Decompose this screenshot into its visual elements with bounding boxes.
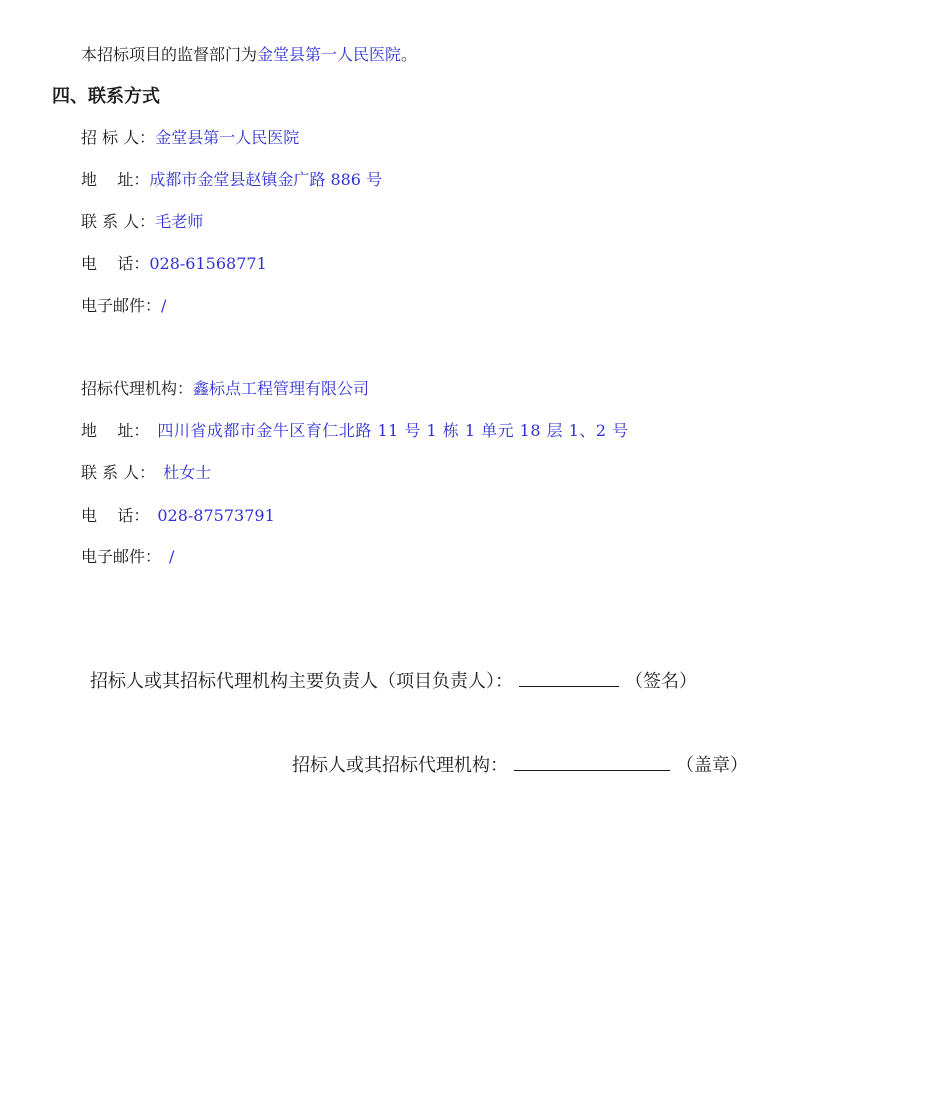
tenderer-name-value: 金堂县第一人民医院: [155, 128, 300, 147]
agency-name-label: 招标代理机构：: [81, 379, 194, 398]
agency-name-value: 鑫标点工程管理有限公司: [193, 379, 370, 398]
supervision-value: 金堂县第一人民医院: [257, 45, 402, 64]
supervision-line: [81, 44, 417, 66]
tenderer-phone-value: 028-61568771: [149, 254, 267, 273]
agency-phone-label: 电 话：: [81, 506, 150, 525]
tenderer-address-row: [81, 169, 382, 191]
signature-text: 招标人或其招标代理机构主要负责人（项目负责人）：: [90, 671, 513, 692]
tenderer-name-label: 招 标 人：: [81, 128, 156, 147]
seal-line: [292, 754, 748, 778]
agency-email-row: [81, 546, 174, 568]
tenderer-phone-row: [81, 253, 267, 275]
supervision-suffix: 。: [401, 45, 418, 64]
section-heading: 四、联系方式: [52, 86, 160, 107]
agency-address-label: 地 址：: [81, 421, 150, 440]
seal-suffix: （盖章）: [676, 755, 748, 776]
agency-address-row: [81, 420, 629, 442]
agency-contact-value: 杜女士: [163, 463, 212, 482]
agency-address-value: 四川省成都市金牛区育仁北路 11 号 1 栋 1 单元 18 层 1、2 号: [157, 421, 629, 440]
signature-blank[interactable]: [519, 670, 619, 687]
tenderer-address-label: 地 址：: [81, 170, 150, 189]
agency-contact-label: 联 系 人：: [81, 463, 156, 482]
agency-phone-value: 028-87573791: [157, 506, 275, 525]
tenderer-email-row: [81, 295, 166, 317]
tenderer-contact-value: 毛老师: [155, 212, 204, 231]
seal-blank[interactable]: [514, 754, 670, 771]
tenderer-name-row: [81, 127, 299, 149]
tenderer-address-value: 成都市金堂县赵镇金广路 886 号: [149, 170, 383, 189]
seal-text: 招标人或其招标代理机构：: [292, 755, 508, 776]
tenderer-email-label: 电子邮件：: [81, 296, 162, 315]
tenderer-email-value: /: [161, 296, 167, 315]
tenderer-contact-label: 联 系 人：: [81, 212, 156, 231]
tenderer-phone-label: 电 话：: [81, 254, 150, 273]
supervision-prefix: 本招标项目的监督部门为: [81, 45, 258, 64]
signature-line: [90, 670, 697, 694]
tenderer-contact-row: [81, 211, 203, 233]
agency-phone-row: [81, 505, 275, 527]
agency-name-row: [81, 378, 369, 400]
agency-email-value: /: [169, 547, 175, 566]
signature-suffix: （签名）: [625, 671, 697, 692]
agency-contact-row: [81, 462, 211, 484]
agency-email-label: 电子邮件：: [81, 547, 162, 566]
